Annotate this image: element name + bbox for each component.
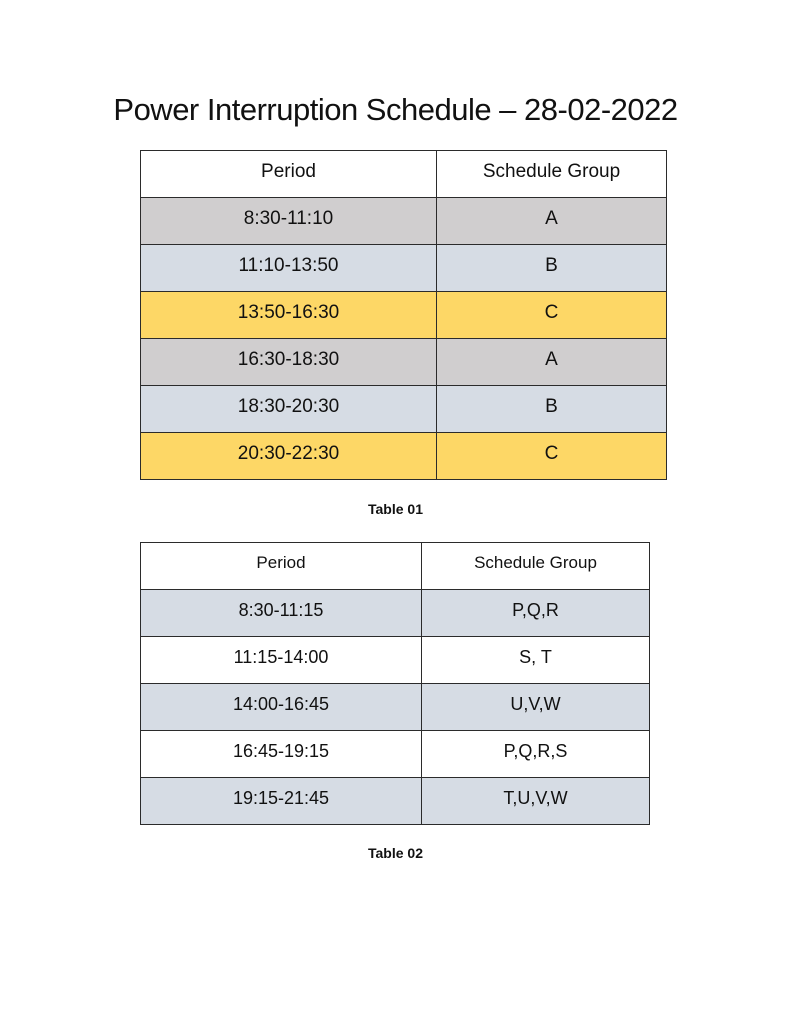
period-cell: 13:50-16:30 <box>141 292 437 339</box>
period-cell: 20:30-22:30 <box>141 433 437 480</box>
column-header-period: Period <box>141 543 422 590</box>
page-title: Power Interruption Schedule – 28-02-2022 <box>113 92 678 127</box>
table-row <box>141 778 650 825</box>
table-row <box>141 637 650 684</box>
table-row <box>141 590 650 637</box>
period-cell: 8:30-11:15 <box>141 590 422 637</box>
column-header-schedule-group: Schedule Group <box>437 151 667 198</box>
table-caption-02: Table 02 <box>368 845 423 861</box>
table-row <box>141 684 650 731</box>
period-cell: 8:30-11:10 <box>141 198 437 245</box>
table-row <box>141 198 667 245</box>
period-cell: 18:30-20:30 <box>141 386 437 433</box>
period-cell: 11:10-13:50 <box>141 245 437 292</box>
schedule-group-cell: S, T <box>422 637 650 684</box>
period-cell: 16:45-19:15 <box>141 731 422 778</box>
table-header-row <box>141 543 650 590</box>
period-cell: 19:15-21:45 <box>141 778 422 825</box>
schedule-group-cell: A <box>437 198 667 245</box>
table-header-row <box>141 151 667 198</box>
schedule-group-cell: P,Q,R,S <box>422 731 650 778</box>
table-caption-01: Table 01 <box>368 501 423 517</box>
column-header-period: Period <box>141 151 437 198</box>
period-cell: 11:15-14:00 <box>141 637 422 684</box>
table-row <box>141 386 667 433</box>
schedule-group-cell: A <box>437 339 667 386</box>
schedule-group-cell: P,Q,R <box>422 590 650 637</box>
table-row <box>141 433 667 480</box>
period-cell: 16:30-18:30 <box>141 339 437 386</box>
schedule-group-cell: B <box>437 386 667 433</box>
schedule-group-cell: C <box>437 433 667 480</box>
table-row <box>141 731 650 778</box>
table-row <box>141 292 667 339</box>
table-row <box>141 245 667 292</box>
schedule-table-02 <box>140 542 650 825</box>
schedule-group-cell: U,V,W <box>422 684 650 731</box>
schedule-group-cell: T,U,V,W <box>422 778 650 825</box>
schedule-group-cell: C <box>437 292 667 339</box>
schedule-group-cell: B <box>437 245 667 292</box>
column-header-schedule-group: Schedule Group <box>422 543 650 590</box>
period-cell: 14:00-16:45 <box>141 684 422 731</box>
schedule-table-01 <box>140 150 667 480</box>
table-row <box>141 339 667 386</box>
